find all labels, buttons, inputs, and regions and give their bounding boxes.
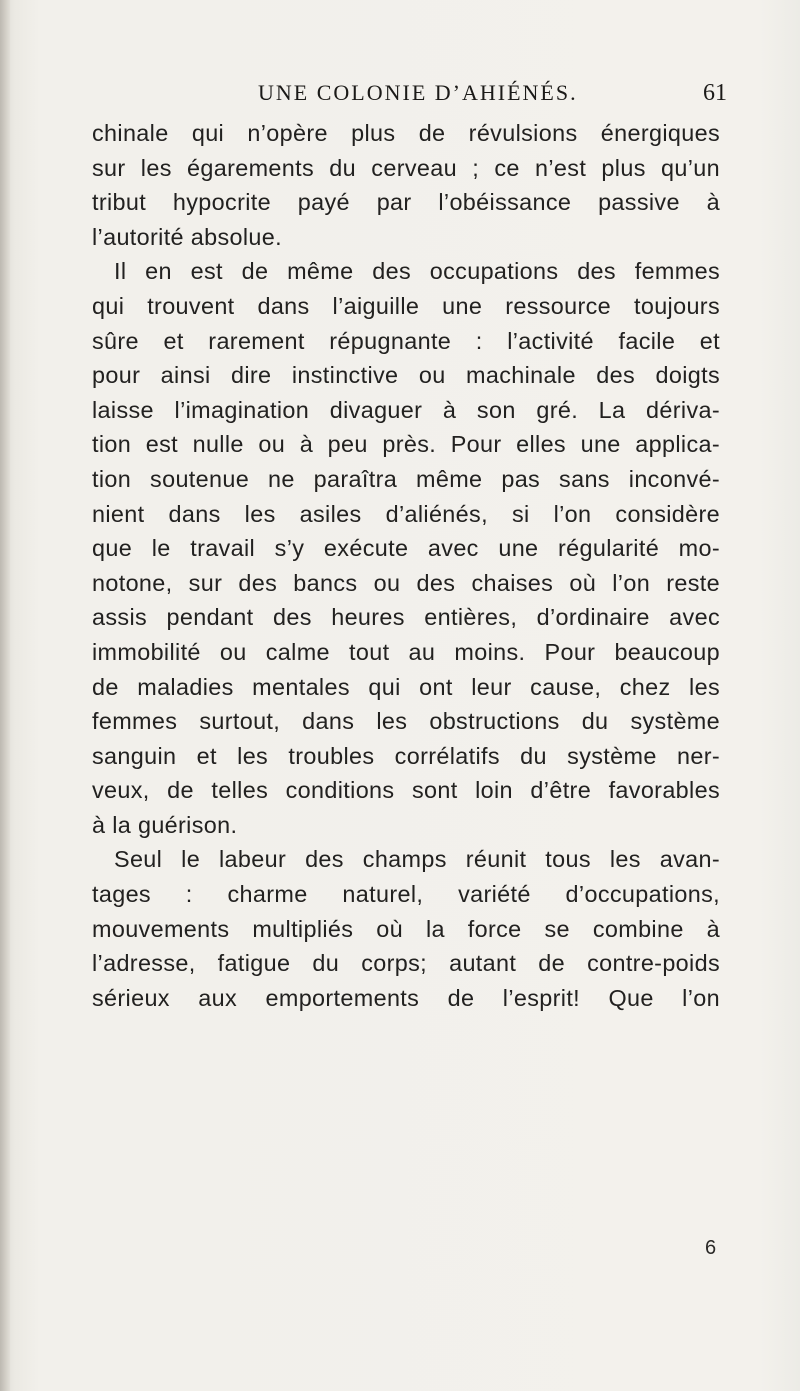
text-line: chinale qui n’opère plus de révulsions énergiques xyxy=(92,120,720,146)
text-line: sanguin et les troubles corrélatifs du système ner- xyxy=(92,742,720,769)
text-line: sur les égarements du cerveau ; ce n’est plus qu’un xyxy=(92,154,720,181)
signature-mark: 6 xyxy=(705,1237,717,1259)
text-line: l’adresse, fatigue du corps; autant de contre-poids xyxy=(92,950,720,977)
text-line: tion est nulle ou à peu près. Pour elles une applica- xyxy=(92,431,720,458)
text-line: que le travail s’y exécute avec une régularité mo- xyxy=(92,535,720,562)
text-line: de maladies mentales qui ont leur cause, chez les xyxy=(92,673,720,700)
text-line: nient dans les asiles d’aliénés, si l’on considère xyxy=(92,500,720,527)
text-line: notone, sur des bancs ou des chaises où l’on reste xyxy=(92,569,720,596)
text-line: assis pendant des heures entières, d’ordinaire avec xyxy=(92,604,720,631)
text-line: mouvements multipliés où la force se combine à xyxy=(92,915,720,942)
text-line: laisse l’imagination divaguer à son gré. La dériva- xyxy=(92,396,720,423)
page-number: 61 xyxy=(703,80,727,106)
text-line: qui trouvent dans l’aiguille une ressource toujours xyxy=(92,292,720,319)
text-line: à la guérison. xyxy=(92,811,238,838)
text-line: tribut hypocrite payé par l’obéissance passive à xyxy=(92,189,720,216)
text-line: veux, de telles conditions sont loin d’être favorables xyxy=(92,777,720,804)
text-line: femmes surtout, dans les obstructions du système xyxy=(92,708,720,735)
text-line: tion soutenue ne paraîtra même pas sans inconvé- xyxy=(92,465,720,492)
running-title: UNE COLONIE D’AHIÉNÉS. xyxy=(258,80,578,105)
page-gutter-shadow xyxy=(0,0,10,1391)
text-line: sérieux aux emportements de l’esprit! Que l’on xyxy=(92,984,720,1011)
body-text xyxy=(92,116,720,1015)
text-line: immobilité ou calme tout au moins. Pour beaucoup xyxy=(92,638,720,665)
text-line: l’autorité absolue. xyxy=(92,223,282,250)
running-head xyxy=(0,80,800,110)
text-line: pour ainsi dire instinctive ou machinale des doigts xyxy=(92,362,720,389)
text-line: tages : charme naturel, variété d’occupations, xyxy=(92,881,720,908)
text-line: Seul le labeur des champs réunit tous les avan- xyxy=(114,846,720,873)
text-line: Il en est de même des occupations des femmes xyxy=(114,258,720,285)
text-line: sûre et rarement répugnante : l’activité facile et xyxy=(92,327,720,354)
